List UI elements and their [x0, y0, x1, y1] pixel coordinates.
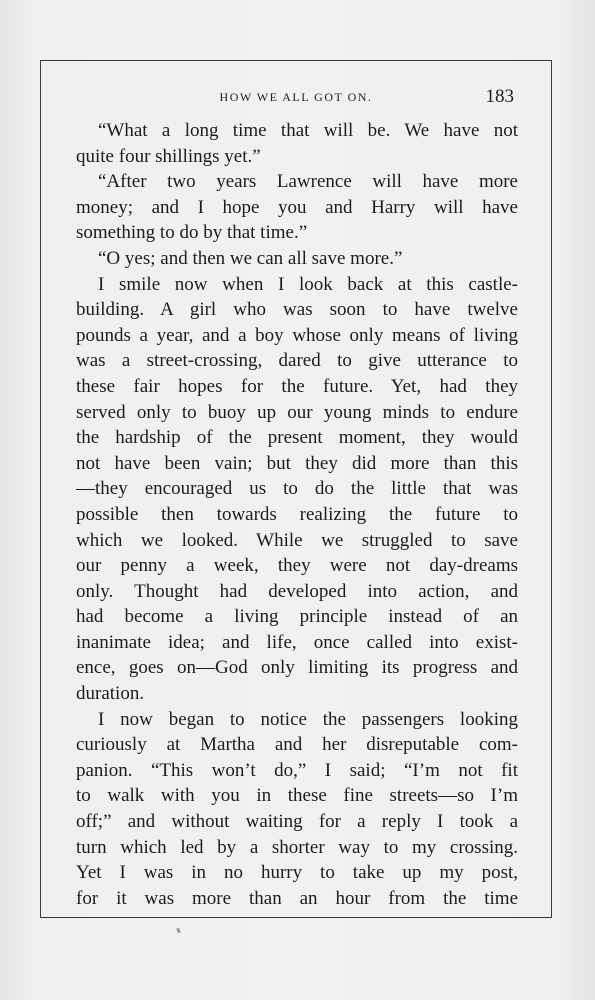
running-head-title: HOW WE ALL GOT ON.: [219, 90, 373, 104]
body-text: [76, 118, 518, 911]
text-line: building. A girl who was soon to have twelve: [76, 299, 518, 321]
paragraph-dialogue-3: [76, 246, 518, 272]
paragraph-dialogue-2: [76, 169, 518, 246]
text-line: the hardship of the present moment, they would: [76, 427, 518, 449]
paragraph-dialogue-1: [76, 118, 518, 169]
text-line: served only to buoy up our young minds to endure: [76, 401, 518, 423]
text-line: which we looked. While we struggled to save: [76, 529, 518, 551]
text-line: to walk with you in these fine streets—so I’m: [76, 785, 518, 807]
text-line: for it was more than an hour from the time: [76, 887, 518, 909]
text-line: curiously at Martha and her disreputable com-: [76, 734, 518, 756]
text-line: off;” and without waiting for a reply I took a: [76, 811, 518, 833]
text-line: inanimate idea; and life, once called into exist-: [76, 631, 518, 653]
text-line: panion. “This won’t do,” I said; “I’m not fit: [76, 759, 518, 781]
text-line: ence, goes on—God only limiting its progress and: [76, 657, 518, 679]
text-line: “O yes; and then we can all save more.”: [98, 247, 403, 269]
text-line: something to do by that time.”: [76, 222, 308, 244]
text-line: these fair hopes for the future. Yet, had they: [76, 375, 518, 397]
text-line: quite four shillings yet.”: [76, 145, 261, 167]
text-line: —they encouraged us to do the little that was: [76, 478, 518, 500]
text-line: Yet I was in no hurry to take up my post,: [76, 862, 518, 884]
text-line: our penny a week, they were not day-dreams: [76, 555, 518, 577]
text-line: “After two years Lawrence will have more: [98, 171, 518, 193]
text-line: possible then towards realizing the future to: [76, 503, 518, 525]
text-line: I smile now when I look back at this castle-: [98, 273, 518, 295]
text-line: turn which led by a shorter way to my crossing.: [76, 836, 518, 858]
text-line: “What a long time that will be. We have not: [98, 120, 518, 141]
text-line: I now began to notice the passengers looking: [98, 708, 518, 730]
text-line: not have been vain; but they did more than this: [76, 452, 518, 474]
running-head: [76, 86, 516, 110]
paragraph-passengers: [76, 707, 518, 912]
text-line: pounds a year, and a boy whose only means of living: [76, 324, 518, 346]
text-line: only. Thought had developed into action, and: [76, 580, 518, 602]
text-line: money; and I hope you and Harry will have: [76, 196, 518, 218]
text-line: had become a living principle instead of an: [76, 606, 518, 628]
paper-speck: [176, 928, 181, 934]
paragraph-castle-building: [76, 272, 518, 707]
text-line: duration.: [76, 683, 145, 705]
text-line: was a street-crossing, dared to give utterance to: [76, 350, 518, 372]
page-number: 183: [485, 86, 514, 107]
